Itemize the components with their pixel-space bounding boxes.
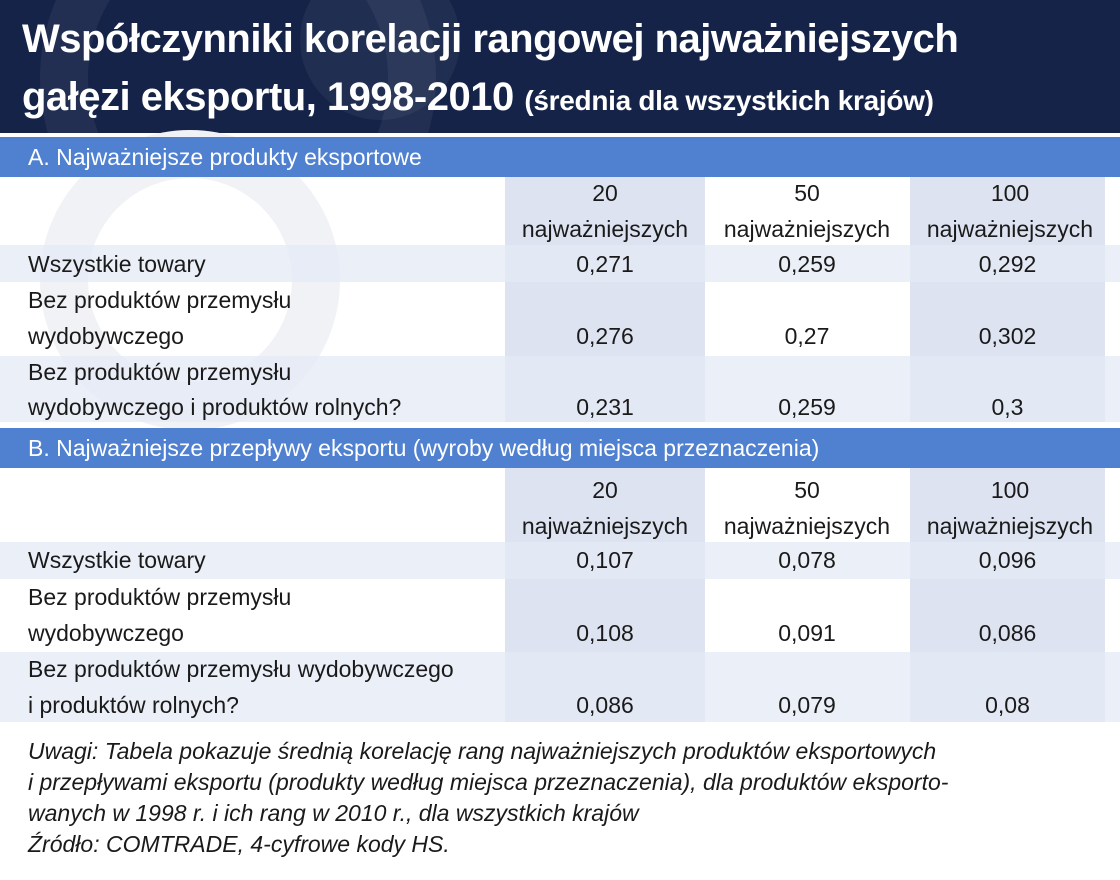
section-b-row-2-label-line-2: wydobywczego (28, 620, 184, 646)
col-header-top: 20 (592, 180, 618, 206)
section-a-row-3-value-20: 0,231 (576, 394, 634, 420)
section-a-heading-text: A. Najważniejsze produkty eksportowe (28, 144, 422, 170)
section-a-col-3-header (910, 175, 1110, 247)
section-b-heading (0, 428, 1120, 468)
section-a-row-2-value-20: 0,276 (576, 323, 634, 349)
section-a-col-1-header (505, 175, 705, 247)
col-header-top: 50 (794, 477, 820, 503)
section-a-row-1-value-100: 0,292 (978, 251, 1037, 277)
section-a-row-1-label: Wszystkie towary (28, 251, 206, 277)
section-b-row-1-value-100: 0,096 (978, 547, 1037, 573)
title-subtitle: (średnia dla wszystkich krajów) (524, 85, 934, 116)
section-b-row-2-value-20: 0,108 (576, 620, 634, 646)
section-b-row-3-label-line-2: i produktów rolnych? (28, 692, 239, 718)
section-b-col-3-header (910, 472, 1110, 544)
section-b-row-3-value-100: 0,08 (985, 692, 1030, 718)
section-b-row-3-value-50: 0,079 (778, 692, 836, 718)
section-b-col-2-header (707, 472, 907, 544)
col-header-top: 100 (990, 180, 1030, 206)
col-header-bottom: najważniejszych (926, 216, 1094, 242)
section-a-row-3-label-line-2: wydobywczego i produktów rolnych? (28, 394, 402, 420)
table-notes (28, 736, 1108, 860)
section-b-row-2-value-100: 0,086 (978, 620, 1037, 646)
col-header-bottom: najważniejszych (926, 513, 1094, 539)
section-a-row-3-value-50: 0,259 (778, 394, 836, 420)
section-b-row-2-value-50: 0,091 (778, 620, 836, 646)
title-line-1: Współczynniki korelacji rangowej najważniejszych (22, 17, 959, 61)
section-b-row-1-value-20: 0,107 (576, 547, 634, 573)
title-line-2 (22, 68, 1102, 130)
page-title (22, 10, 1102, 130)
section-b-heading-text: B. Najważniejsze przepływy eksportu (wyroby według miejsca przeznaczenia) (28, 435, 820, 461)
section-b-row-3-value-20: 0,086 (576, 692, 634, 718)
notes-line-1: Uwagi: Tabela pokazuje średnią korelację rang najważniejszych produktów eksportowych (28, 738, 937, 764)
section-a-row-2-value-100: 0,302 (978, 323, 1037, 349)
col-header-bottom: najważniejszych (521, 216, 689, 242)
col-header-bottom: najważniejszych (723, 216, 891, 242)
section-b-row-3-label-line-1: Bez produktów przemysłu wydobywczego (28, 656, 454, 682)
section-a-row-2-label-line-2: wydobywczego (28, 323, 184, 349)
title-main: gałęzi eksportu, 1998-2010 (22, 75, 514, 119)
section-a-heading (0, 137, 1120, 177)
section-b-row-1-value-50: 0,078 (778, 547, 836, 573)
source-note: Źródło: COMTRADE, 4-cyfrowe kody HS. (28, 831, 450, 857)
section-a-row-3-value-100: 0,3 (991, 394, 1024, 420)
section-a-row-1-value-50: 0,259 (778, 251, 836, 277)
section-a-row-2-label-line-1: Bez produktów przemysłu (28, 287, 292, 313)
col-header-bottom: najważniejszych (723, 513, 891, 539)
section-b-col-1-header (505, 472, 705, 544)
section-a-row-3-label-line-1: Bez produktów przemysłu (28, 359, 292, 385)
title-banner (0, 0, 1120, 133)
section-b-row-1-label: Wszystkie towary (28, 547, 206, 573)
section-b-row-2-label-line-1: Bez produktów przemysłu (28, 584, 292, 610)
notes-line-2: i przepływami eksportu (produkty według miejsca przeznaczenia), dla produktów eksporto- (28, 769, 949, 795)
notes-line-3: wanych w 1998 r. i ich rang w 2010 r., dla wszystkich krajów (28, 800, 639, 826)
col-header-top: 50 (794, 180, 820, 206)
section-a-row-1-value-20: 0,271 (576, 251, 634, 277)
col-header-top: 100 (990, 477, 1030, 503)
section-a-row-2-value-50: 0,27 (784, 323, 830, 349)
section-a-col-2-header (707, 175, 907, 247)
col-header-bottom: najważniejszych (521, 513, 689, 539)
col-header-top: 20 (592, 477, 618, 503)
